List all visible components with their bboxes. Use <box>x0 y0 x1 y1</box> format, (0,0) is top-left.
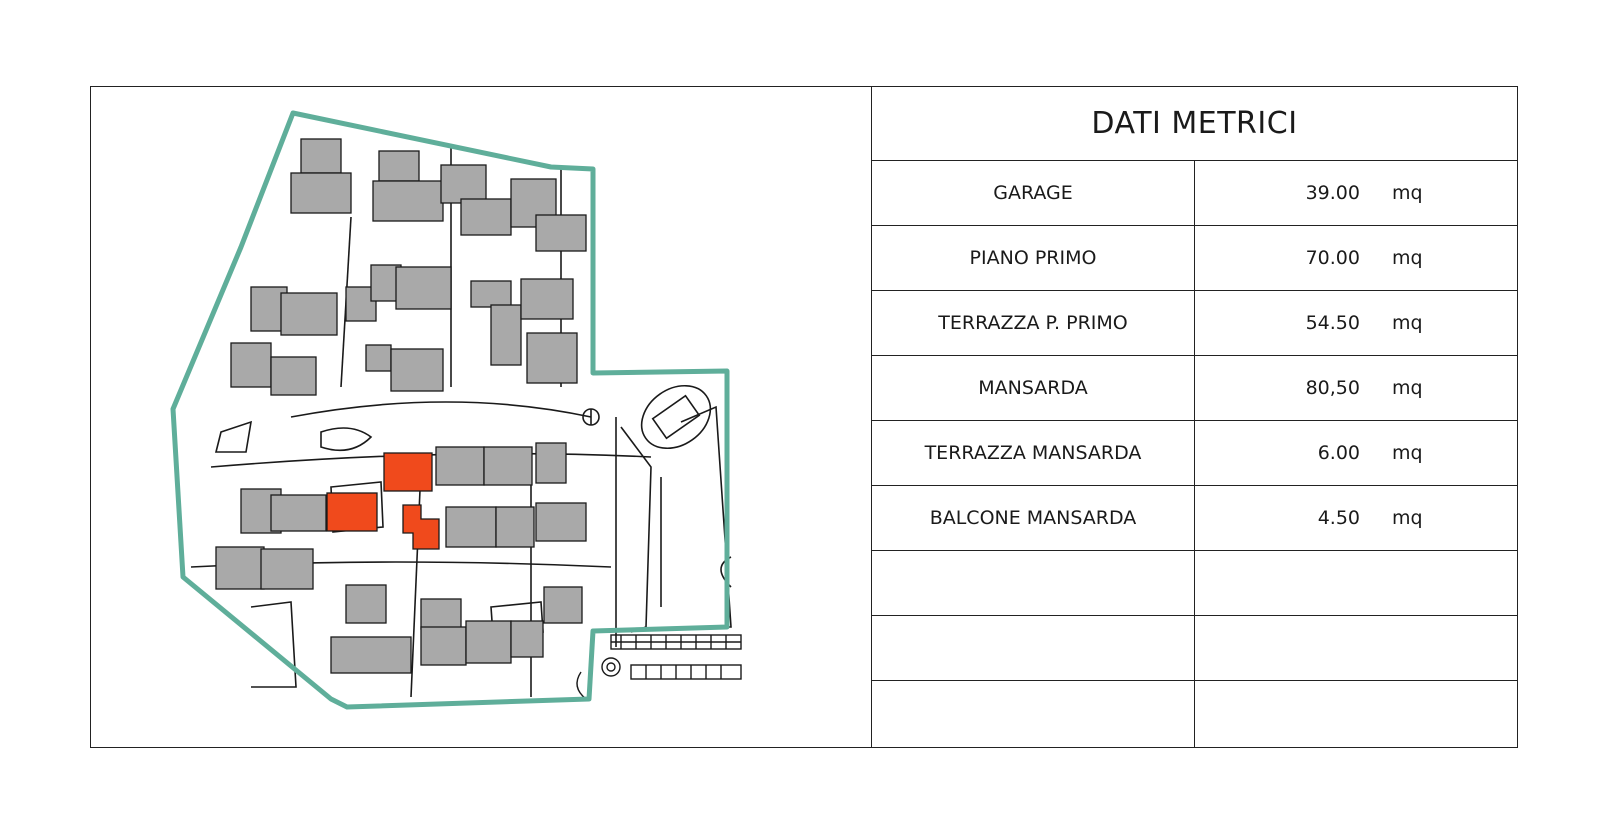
row-unit: mq <box>1392 247 1423 269</box>
table-row <box>872 551 1517 616</box>
row-value: 80,50 <box>1305 377 1360 399</box>
table-row <box>872 421 1517 486</box>
row-value-cell <box>1195 356 1517 420</box>
row-value-cell <box>1195 421 1517 485</box>
table-title: DATI METRICI <box>872 87 1517 161</box>
row-label: MANSARDA <box>872 356 1195 420</box>
row-value: 6.00 <box>1317 442 1360 464</box>
row-label <box>872 681 1195 747</box>
table-row <box>872 486 1517 551</box>
row-unit: mq <box>1392 507 1423 529</box>
table-row <box>872 226 1517 291</box>
row-unit: mq <box>1392 442 1423 464</box>
row-value-cell <box>1195 551 1517 615</box>
row-unit: mq <box>1392 312 1423 334</box>
row-unit: mq <box>1392 182 1423 204</box>
row-value: 54.50 <box>1305 312 1360 334</box>
table-row <box>872 291 1517 356</box>
row-unit: mq <box>1392 377 1423 399</box>
table-row <box>872 616 1517 681</box>
row-label: PIANO PRIMO <box>872 226 1195 290</box>
row-value-cell <box>1195 291 1517 355</box>
row-value-cell <box>1195 616 1517 680</box>
metric-sheet <box>90 86 1518 748</box>
row-value-cell <box>1195 681 1517 747</box>
row-label <box>872 616 1195 680</box>
row-label: TERRAZZA MANSARDA <box>872 421 1195 485</box>
row-label: TERRAZZA P. PRIMO <box>872 291 1195 355</box>
row-label: GARAGE <box>872 161 1195 225</box>
site-plan-drawing <box>91 87 871 747</box>
row-value-cell <box>1195 486 1517 550</box>
highlighted-units <box>327 453 439 549</box>
metric-table <box>872 87 1517 747</box>
table-row <box>872 681 1517 747</box>
table-row <box>872 356 1517 421</box>
row-value-cell <box>1195 161 1517 225</box>
row-value-cell <box>1195 226 1517 290</box>
row-label <box>872 551 1195 615</box>
parking <box>577 635 741 699</box>
courtyard <box>583 373 731 632</box>
site-plan <box>91 87 872 747</box>
row-value: 4.50 <box>1317 507 1360 529</box>
table-row <box>872 161 1517 226</box>
row-value: 70.00 <box>1305 247 1360 269</box>
row-label: BALCONE MANSARDA <box>872 486 1195 550</box>
row-value: 39.00 <box>1305 182 1360 204</box>
